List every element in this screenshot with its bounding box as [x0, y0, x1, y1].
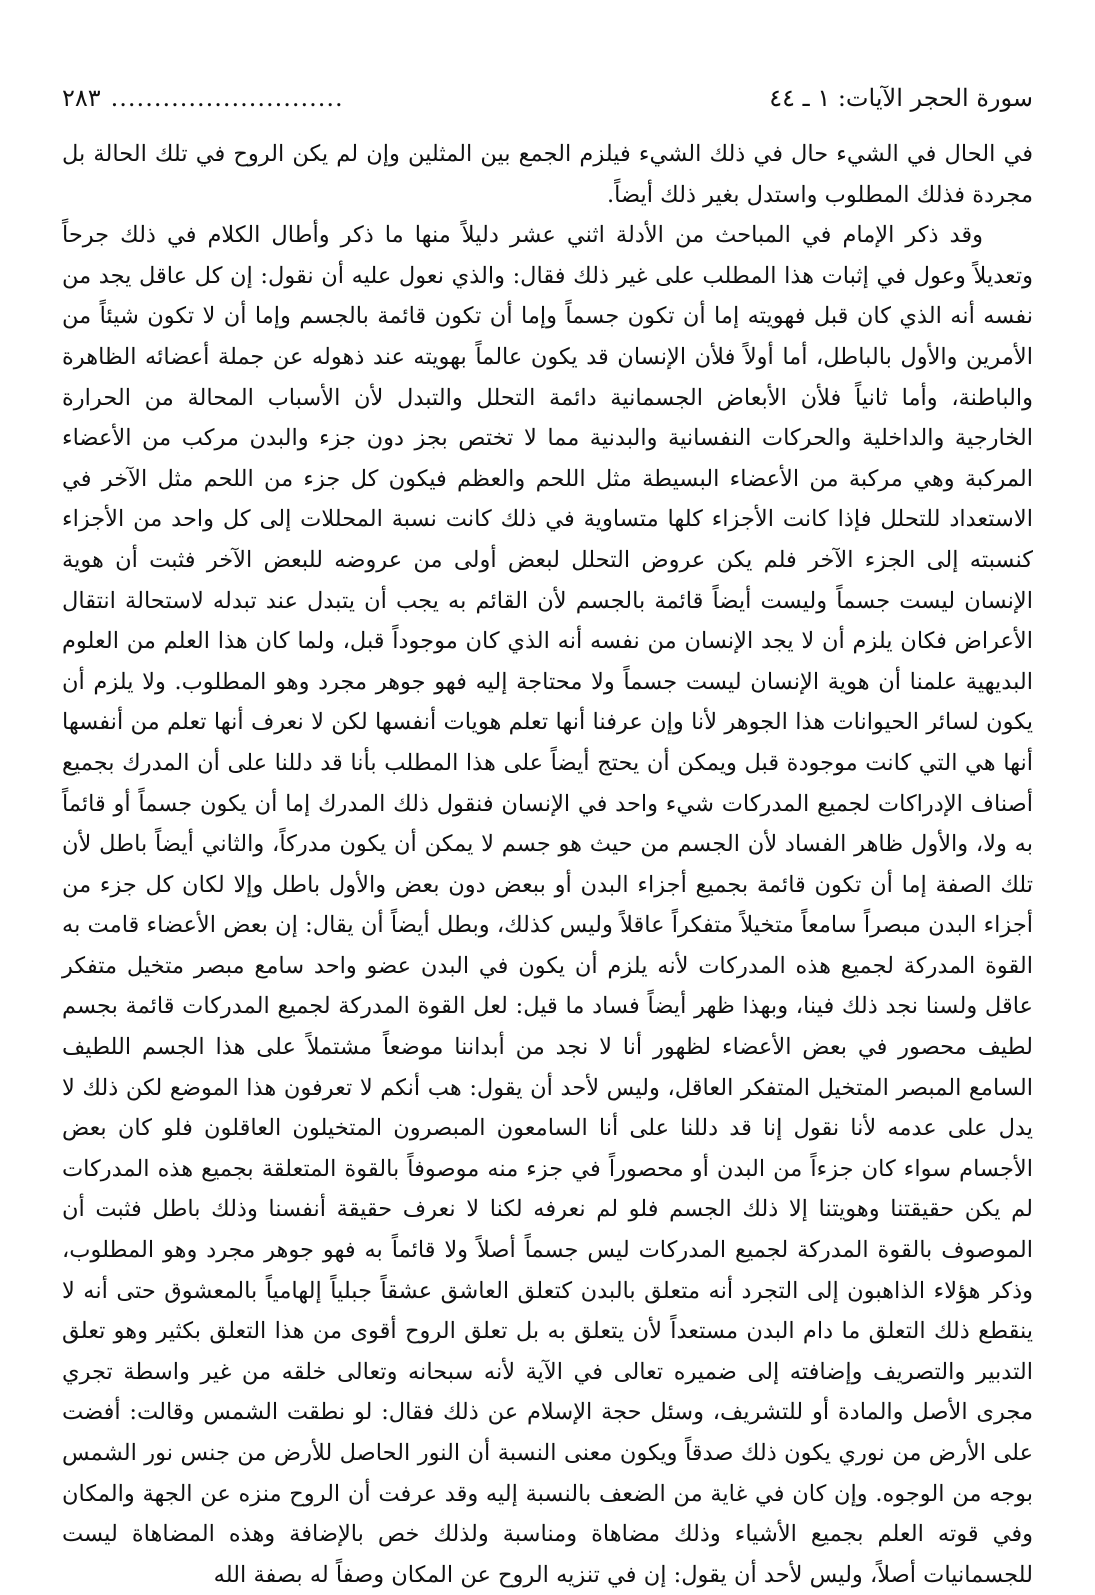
- running-header: [62, 78, 1033, 120]
- header-left: [62, 78, 344, 118]
- book-page: [62, 78, 1033, 1588]
- paragraph: في الحال في الشيء حال في ذلك الشيء فيلزم الجمع بين المثلين وإن لم يكن الروح في تلك الحالة بل مجردة فذلك المطلوب واستدل بغير ذلك أيضاً.: [62, 141, 1033, 208]
- body-text: [62, 134, 1033, 1595]
- page-number: ٢٨٣: [62, 84, 101, 112]
- surah-title: سورة الحجر الآيات: ١ ـ ٤٤: [769, 84, 1033, 112]
- paragraph: وقد ذكر الإمام في المباحث من الأدلة اثني عشر دليلاً منها ما ذكر وأطال الكلام في ذلك جرحاً وتعديلاً وعول في إثبات هذا المطلب على غير ذلك فقال: والذي نعول عليه أن نقول: إن كل عاقل يجد من نفسه أنه الذي كان قبل فهويته إما أن تكون جسماً وإما أن تكون قائمة بالجسم وإما أن لا تكون شيئاً من الأمرين والأول بالباطل، أما أولاً فلأن الإنسان قد يكون عالماً بهويته عند ذهوله عن جملة أعضائه الظاهرة والباطنة، وأما ثانياً فلأن الأبعاض الجسمانية دائمة التحلل والتبدل لأن الأسباب المحالة من الحرارة الخارجية والداخلية والحركات النفسانية والبدنية مما لا تختص بجز دون جزء والبدن مركب من الأعضاء المركبة وهي مركبة من الأعضاء البسيطة مثل اللحم والعظم فيكون كل جزء من اللحم مثل الآخر في الاستعداد للتحلل فإذا كانت الأجزاء كلها متساوية في ذلك كانت نسبة المحللات إلى كل واحد من الأجزاء كنسبته إلى الجزء الآخر فلم يكن عروض التحلل لبعض أولى من عروضه للبعض الآخر فثبت أن هوية الإنسان ليست جسماً وليست أيضاً قائمة بالجسم لأن القائم به يجب أن يتبدل عند تبدله لاستحالة انتقال الأعراض فكان يلزم أن لا يجد الإنسان من نفسه أنه الذي كان موجوداً قبل، ولما كان هذا العلم من العلوم البديهية علمنا أن هوية الإنسان ليست جسماً ولا محتاجة إليه فهو جوهر مجرد وهو المطلوب. ولا يلزم أن يكون لسائر الحيوانات هذا الجوهر لأنا وإن عرفنا أنها تعلم هويات أنفسها لكن لا نعرف أنها تعلم من أنفسها أنها هي التي كانت موجودة قبل ويمكن أن يحتج أيضاً على هذا المطلب بأنا قد دللنا على أن المدرك بجميع أصناف الإدراكات لجميع المدركات شيء واحد في الإنسان فنقول ذلك المدرك إما أن يكون جسماً أو قائماً به ولا، والأول ظاهر الفساد لأن الجسم من حيث هو جسم لا يمكن أن يكون مدركاً، والثاني أيضاً باطل لأن تلك الصفة إما أن تكون قائمة بجميع أجزاء البدن أو ببعض دون بعض والأول باطل وإلا لكان كل جزء من أجزاء البدن مبصراً سامعاً متخيلاً متفكراً عاقلاً وليس كذلك، وبطل أيضاً أن يقال: إن بعض الأعضاء قامت به القوة المدركة لجميع هذه المدركات لأنه يلزم أن يكون في البدن عضو واحد سامع مبصر متخيل متفكر عاقل ولسنا نجد ذلك فينا، وبهذا ظهر أيضاً فساد ما قيل: لعل القوة المدركة لجميع المدركات قائمة بجسم لطيف محصور في بعض الأعضاء لظهور أنا لا نجد من أبداننا موضعاً مشتملاً على هذا الجسم اللطيف السامع المبصر المتخيل المتفكر العاقل، وليس لأحد أن يقول: هب أنكم لا تعرفون هذا الموضع لكن ذلك لا يدل على عدمه لأنا نقول إنا قد دللنا على أنا السامعون المبصرون المتخيلون العاقلون فلو كان بعض الأجسام سواء كان جزءاً من البدن أو محصوراً في جزء منه موصوفاً بالقوة المتعلقة بجميع هذه المدركات لم يكن حقيقتنا وهويتنا إلا ذلك الجسم فلو لم نعرفه لكنا لا نعرف حقيقة أنفسنا وذلك باطل فثبت أن الموصوف بالقوة المدركة لجميع المدركات ليس جسماً أصلاً ولا قائماً به فهو جوهر مجرد وهو المطلوب، وذكر هؤلاء الذاهبون إلى التجرد أنه متعلق بالبدن كتعلق العاشق عشقاً جبلياً إلهامياً بالمعشوق حتى أنه لا ينقطع ذلك التعلق ما دام البدن مستعداً لأن يتعلق به بل تعلق الروح أقوى من هذا التعلق بكثير وهو تعلق التدبير والتصريف وإضافته إلى ضميره تعالى في الآية لأنه سبحانه وتعالى خلقه من غير واسطة تجري مجرى الأصل والمادة أو للتشريف، وسئل حجة الإسلام عن ذلك فقال: لو نطقت الشمس وقالت: أفضت على الأرض من نوري يكون ذلك صدقاً ويكون معنى النسبة أن النور الحاصل للأرض من جنس نور الشمس بوجه من الوجوه. وإن كان في غاية من الضعف بالنسبة إليه وقد عرفت أن الروح منزه عن الجهة والمكان وفي قوته العلم بجميع الأشياء وذلك مضاهاة ومناسبة ولذلك خص بالإضافة وهذه المضاهاة ليست للجسمانيات أصلاً، وليس لأحد أن يقول: إن في تنزيه الروح عن المكان وصفاً له بصفة الله: [62, 222, 1033, 1588]
- header-dots: ...........................: [110, 84, 344, 112]
